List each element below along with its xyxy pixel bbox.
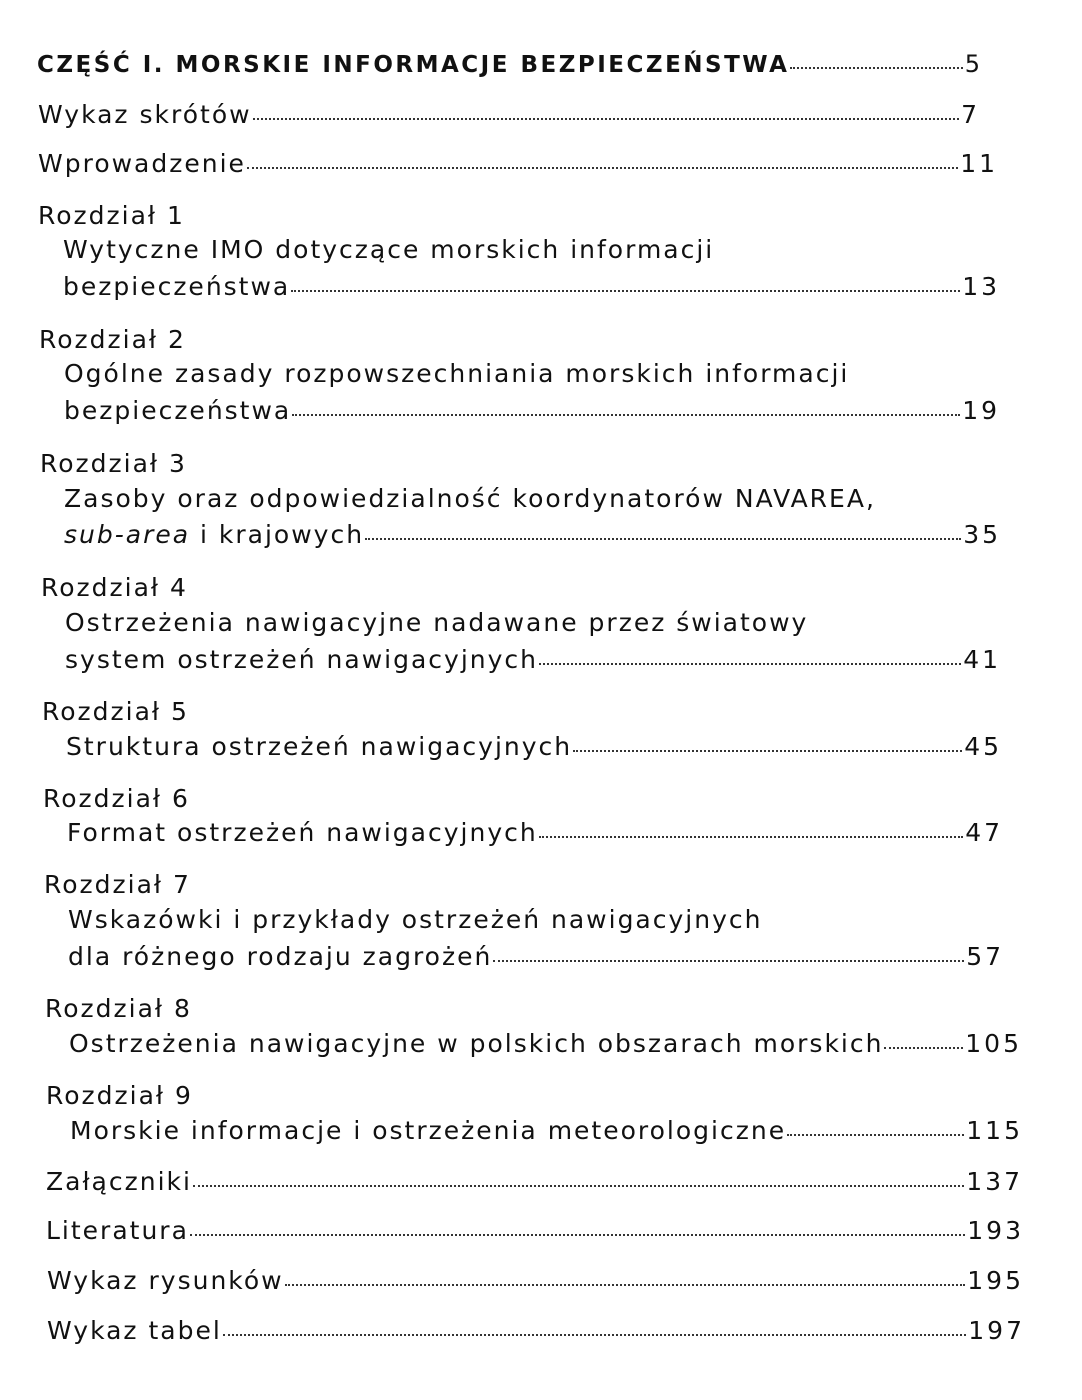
page-number: 11	[960, 149, 998, 178]
page-number: 19	[962, 396, 1000, 425]
entry-title: Wprowadzenie	[38, 149, 246, 178]
page-number: 105	[965, 1029, 1022, 1058]
page-number: 13	[962, 272, 1000, 301]
dot-leader	[884, 1047, 963, 1049]
page-number: 197	[968, 1316, 1025, 1345]
chapter-title-line-2: system ostrzeżeń nawigacyjnych	[65, 645, 538, 674]
chapter-title-line-2: dla różnego rodzaju zagrożeń	[68, 942, 493, 971]
toc-entry-introduction[interactable]	[38, 151, 998, 176]
toc-entry-tables-list[interactable]	[47, 1318, 1025, 1343]
page-number: 5	[964, 50, 983, 78]
chapter-title-line-1: Ogólne zasady rozpowszechniania morskich informacji	[64, 359, 850, 388]
toc-entry-part-1[interactable]	[37, 52, 983, 77]
title-remainder: i krajowych	[190, 520, 365, 549]
dot-leader	[539, 663, 961, 665]
chapter-label-4: Rozdział 4	[41, 573, 188, 602]
part-title: CZĘŚĆ I. MORSKIE INFORMACJE BEZPIECZEŃSTWA	[37, 52, 790, 78]
entry-title: Wykaz tabel	[47, 1316, 222, 1345]
chapter-title-line-1: Wskazówki i przykłady ostrzeżeń nawigacyjnych	[68, 905, 763, 934]
page-number: 41	[963, 645, 1001, 674]
dot-leader	[253, 118, 960, 120]
toc-entry-chapter-1[interactable]	[63, 274, 1000, 299]
dot-leader	[285, 1284, 966, 1286]
toc-entry-chapter-9[interactable]	[70, 1118, 1023, 1143]
toc-entry-figures-list[interactable]	[47, 1268, 1024, 1293]
entry-title: Wykaz skrótów	[38, 100, 252, 129]
chapter-title-line-2: bezpieczeństwa	[64, 396, 292, 425]
page-number: 193	[967, 1216, 1024, 1245]
chapter-label-2: Rozdział 2	[39, 325, 186, 354]
page-number: 195	[967, 1266, 1024, 1295]
chapter-title-line-2	[64, 522, 364, 547]
italic-term: sub-area	[64, 520, 191, 549]
chapter-label-8: Rozdział 8	[45, 994, 192, 1023]
toc-entry-abbreviations[interactable]	[38, 102, 980, 127]
dot-leader	[539, 836, 963, 838]
chapter-label-1: Rozdział 1	[38, 201, 185, 230]
dot-leader	[292, 414, 960, 416]
chapter-label-9: Rozdział 9	[46, 1081, 193, 1110]
page-number: 57	[966, 942, 1004, 971]
dot-leader	[573, 750, 962, 752]
page-number: 137	[966, 1167, 1023, 1196]
dot-leader	[790, 67, 962, 69]
dot-leader	[787, 1134, 964, 1136]
chapter-title-line-1: Ostrzeżenia nawigacyjne nadawane przez światowy	[65, 608, 809, 637]
chapter-title-line-2: bezpieczeństwa	[63, 272, 291, 301]
entry-title: Literatura	[46, 1216, 189, 1245]
dot-leader	[291, 290, 960, 292]
dot-leader	[365, 538, 961, 540]
entry-title: Wykaz rysunków	[47, 1266, 284, 1295]
toc-entry-chapter-4[interactable]	[65, 647, 1001, 672]
toc-entry-chapter-2[interactable]	[64, 398, 1000, 423]
dot-leader	[190, 1234, 965, 1236]
toc-entry-attachments[interactable]	[46, 1169, 1023, 1194]
toc-entry-chapter-3[interactable]	[64, 522, 1001, 547]
chapter-title-line-1: Zasoby oraz odpowiedzialność koordynatorów NAVAREA,	[64, 484, 876, 513]
toc-entry-chapter-5[interactable]	[66, 734, 1002, 759]
chapter-title: Ostrzeżenia nawigacyjne w polskich obszarach morskich	[69, 1029, 884, 1058]
chapter-label-3: Rozdział 3	[40, 449, 187, 478]
page-number: 47	[965, 818, 1003, 847]
page-number: 115	[966, 1116, 1023, 1145]
toc-entry-chapter-7[interactable]	[68, 944, 1004, 969]
dot-leader	[493, 960, 964, 962]
toc-entry-chapter-6[interactable]	[67, 820, 1003, 845]
chapter-label-5: Rozdział 5	[42, 697, 189, 726]
entry-title: Załączniki	[46, 1167, 192, 1196]
page-number: 45	[964, 732, 1002, 761]
toc-entry-literature[interactable]	[46, 1218, 1024, 1243]
chapter-title: Morskie informacje i ostrzeżenia meteorologiczne	[70, 1116, 787, 1145]
chapter-title: Struktura ostrzeżeń nawigacyjnych	[66, 732, 573, 761]
page-number: 35	[963, 520, 1001, 549]
page-number: 7	[961, 100, 980, 129]
chapter-label-7: Rozdział 7	[44, 870, 191, 899]
dot-leader	[247, 167, 958, 169]
toc-entry-chapter-8[interactable]	[69, 1031, 1022, 1056]
chapter-label-6: Rozdział 6	[43, 784, 190, 813]
dot-leader	[223, 1334, 966, 1336]
chapter-title: Format ostrzeżeń nawigacyjnych	[67, 818, 538, 847]
chapter-title-line-1: Wytyczne IMO dotyczące morskich informacji	[63, 235, 715, 264]
dot-leader	[193, 1185, 964, 1187]
